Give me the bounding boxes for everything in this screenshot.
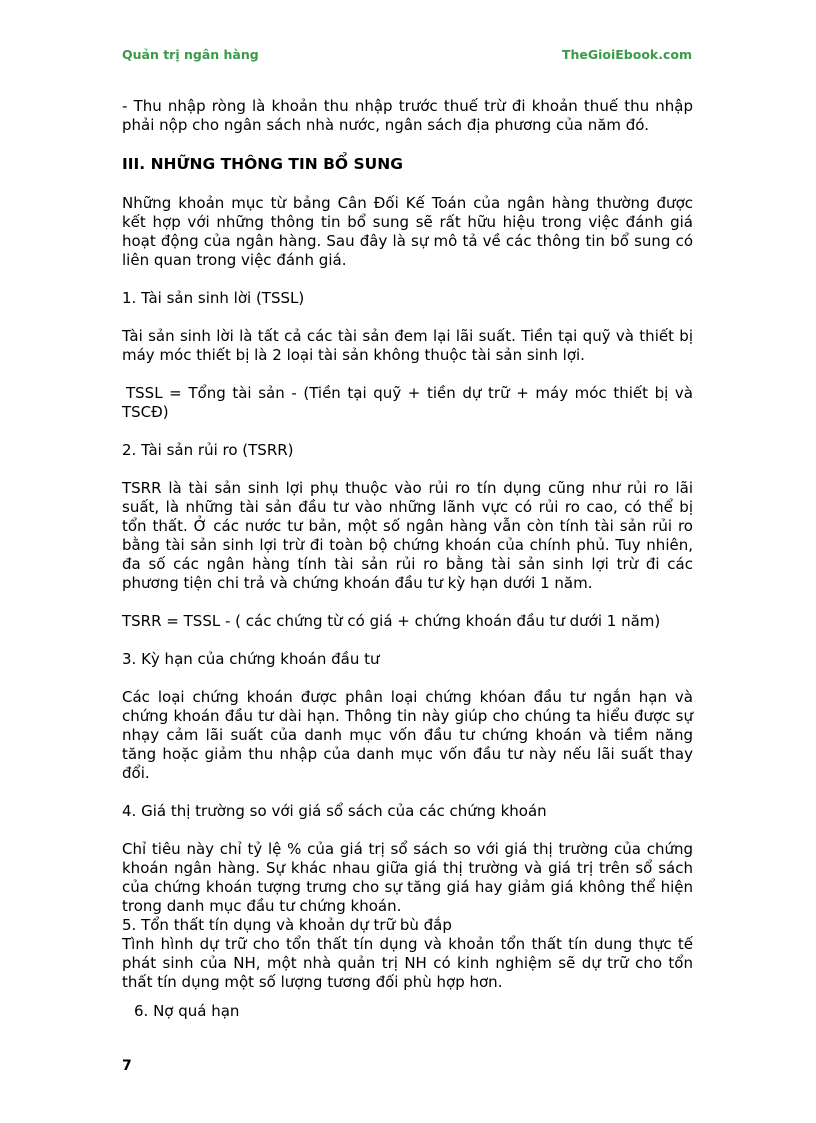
header-site-name: TheGioiEbook.com xyxy=(561,47,692,62)
page-header xyxy=(122,47,692,67)
subheading-credit-loss: 5. Tổn thất tín dụng và khoản dự trữ bù đắp xyxy=(122,916,452,934)
formula-tsrr: TSRR = TSSL - ( các chứng từ có giá + chứng khoán đầu tư dưới 1 năm) xyxy=(122,612,661,630)
page-body xyxy=(122,97,693,1021)
paragraph-tsrr: TSRR là tài sản sinh lợi phụ thuộc vào rủi ro tín dụng cũng như rủi ro lãi suất, là những tài sản đầu tư vào những lãnh vực có rủi ro cao, có thể bị tổn thất. Ở các nước tư bản, một số ngân hàng vẫn còn tính tài sản rủi ro bằng tài sản sinh lợi trừ đi toàn bộ chứng khoán của chính phủ. Tuy nhiên, đa số các ngân hàng tính tài sản rủi ro bằng tài sản sinh lợi trừ đi các phương tiện chi trả và chứng khoán đầu tư kỳ hạn dưới 1 năm. xyxy=(122,479,693,592)
paragraph-credit-loss: Tình hình dự trữ cho tổn thất tín dụng và khoản tổn thất tín dung thực tế phát sinh của NH, một nhà quản trị NH có kinh nghiệm sẽ dự trữ cho tổn thất tín dụng một số lượng tương đối phù hợp hơn. xyxy=(122,935,693,991)
page-number: 7 xyxy=(122,1058,132,1074)
formula-tssl: TSSL = Tổng tài sản - (Tiền tại quỹ + tiền dự trữ + máy móc thiết bị và TSCĐ) xyxy=(122,384,693,421)
subheading-maturity: 3. Kỳ hạn của chứng khoán đầu tư xyxy=(122,650,380,668)
subheading-tssl: 1. Tài sản sinh lời (TSSL) xyxy=(122,289,305,307)
paragraph-net-income: - Thu nhập ròng là khoản thu nhập trước thuế trừ đi khoản thuế thu nhập phải nộp cho ngân sách nhà nước, ngân sách địa phương của năm đó. xyxy=(122,97,693,134)
subheading-overdue-debt: 6. Nợ quá hạn xyxy=(134,1002,240,1020)
paragraph-intro: Những khoản mục từ bảng Cân Đối Kế Toán của ngân hàng thường được kết hợp với những thông tin bổ sung sẽ rất hữu hiệu trong việc đánh giá hoạt động của ngân hàng. Sau đây là sự mô tả về các thông tin bổ sung có liên quan trong việc đánh giá. xyxy=(122,194,693,269)
paragraph-market-price: Chỉ tiêu này chỉ tỷ lệ % của giá trị sổ sách so với giá thị trường của chứng khoán ngân hàng. Sự khác nhau giữa giá thị trường và giá trị trên sổ sách của chứng khoán tượng trưng cho sự tăng giá hay giảm giá không thể hiện trong danh mục đầu tư chứng khoán. xyxy=(122,840,693,915)
subheading-market-price: 4. Giá thị trường so với giá sổ sách của các chứng khoán xyxy=(122,802,547,820)
paragraph-maturity: Các loại chứng khoán được phân loại chứng khóan đầu tư ngắn hạn và chứng khoán đầu tư dài hạn. Thông tin này giúp cho chúng ta hiểu được sự nhạy cảm lãi suất của danh mục vốn đầu tư chứng khoán và tiềm năng tăng hoặc giảm thu nhập của danh mục vốn đầu tư này nếu lãi suất thay đổi. xyxy=(122,688,693,782)
subheading-tsrr: 2. Tài sản rủi ro (TSRR) xyxy=(122,441,294,459)
paragraph-tssl: Tài sản sinh lời là tất cả các tài sản đem lại lãi suất. Tiền tại quỹ và thiết bị máy móc thiết bị là 2 loại tài sản không thuộc tài sản sinh lợi. xyxy=(122,327,693,364)
header-book-title: Quản trị ngân hàng xyxy=(122,47,259,62)
section-heading: III. NHỮNG THÔNG TIN BỔ SUNG xyxy=(122,155,403,173)
